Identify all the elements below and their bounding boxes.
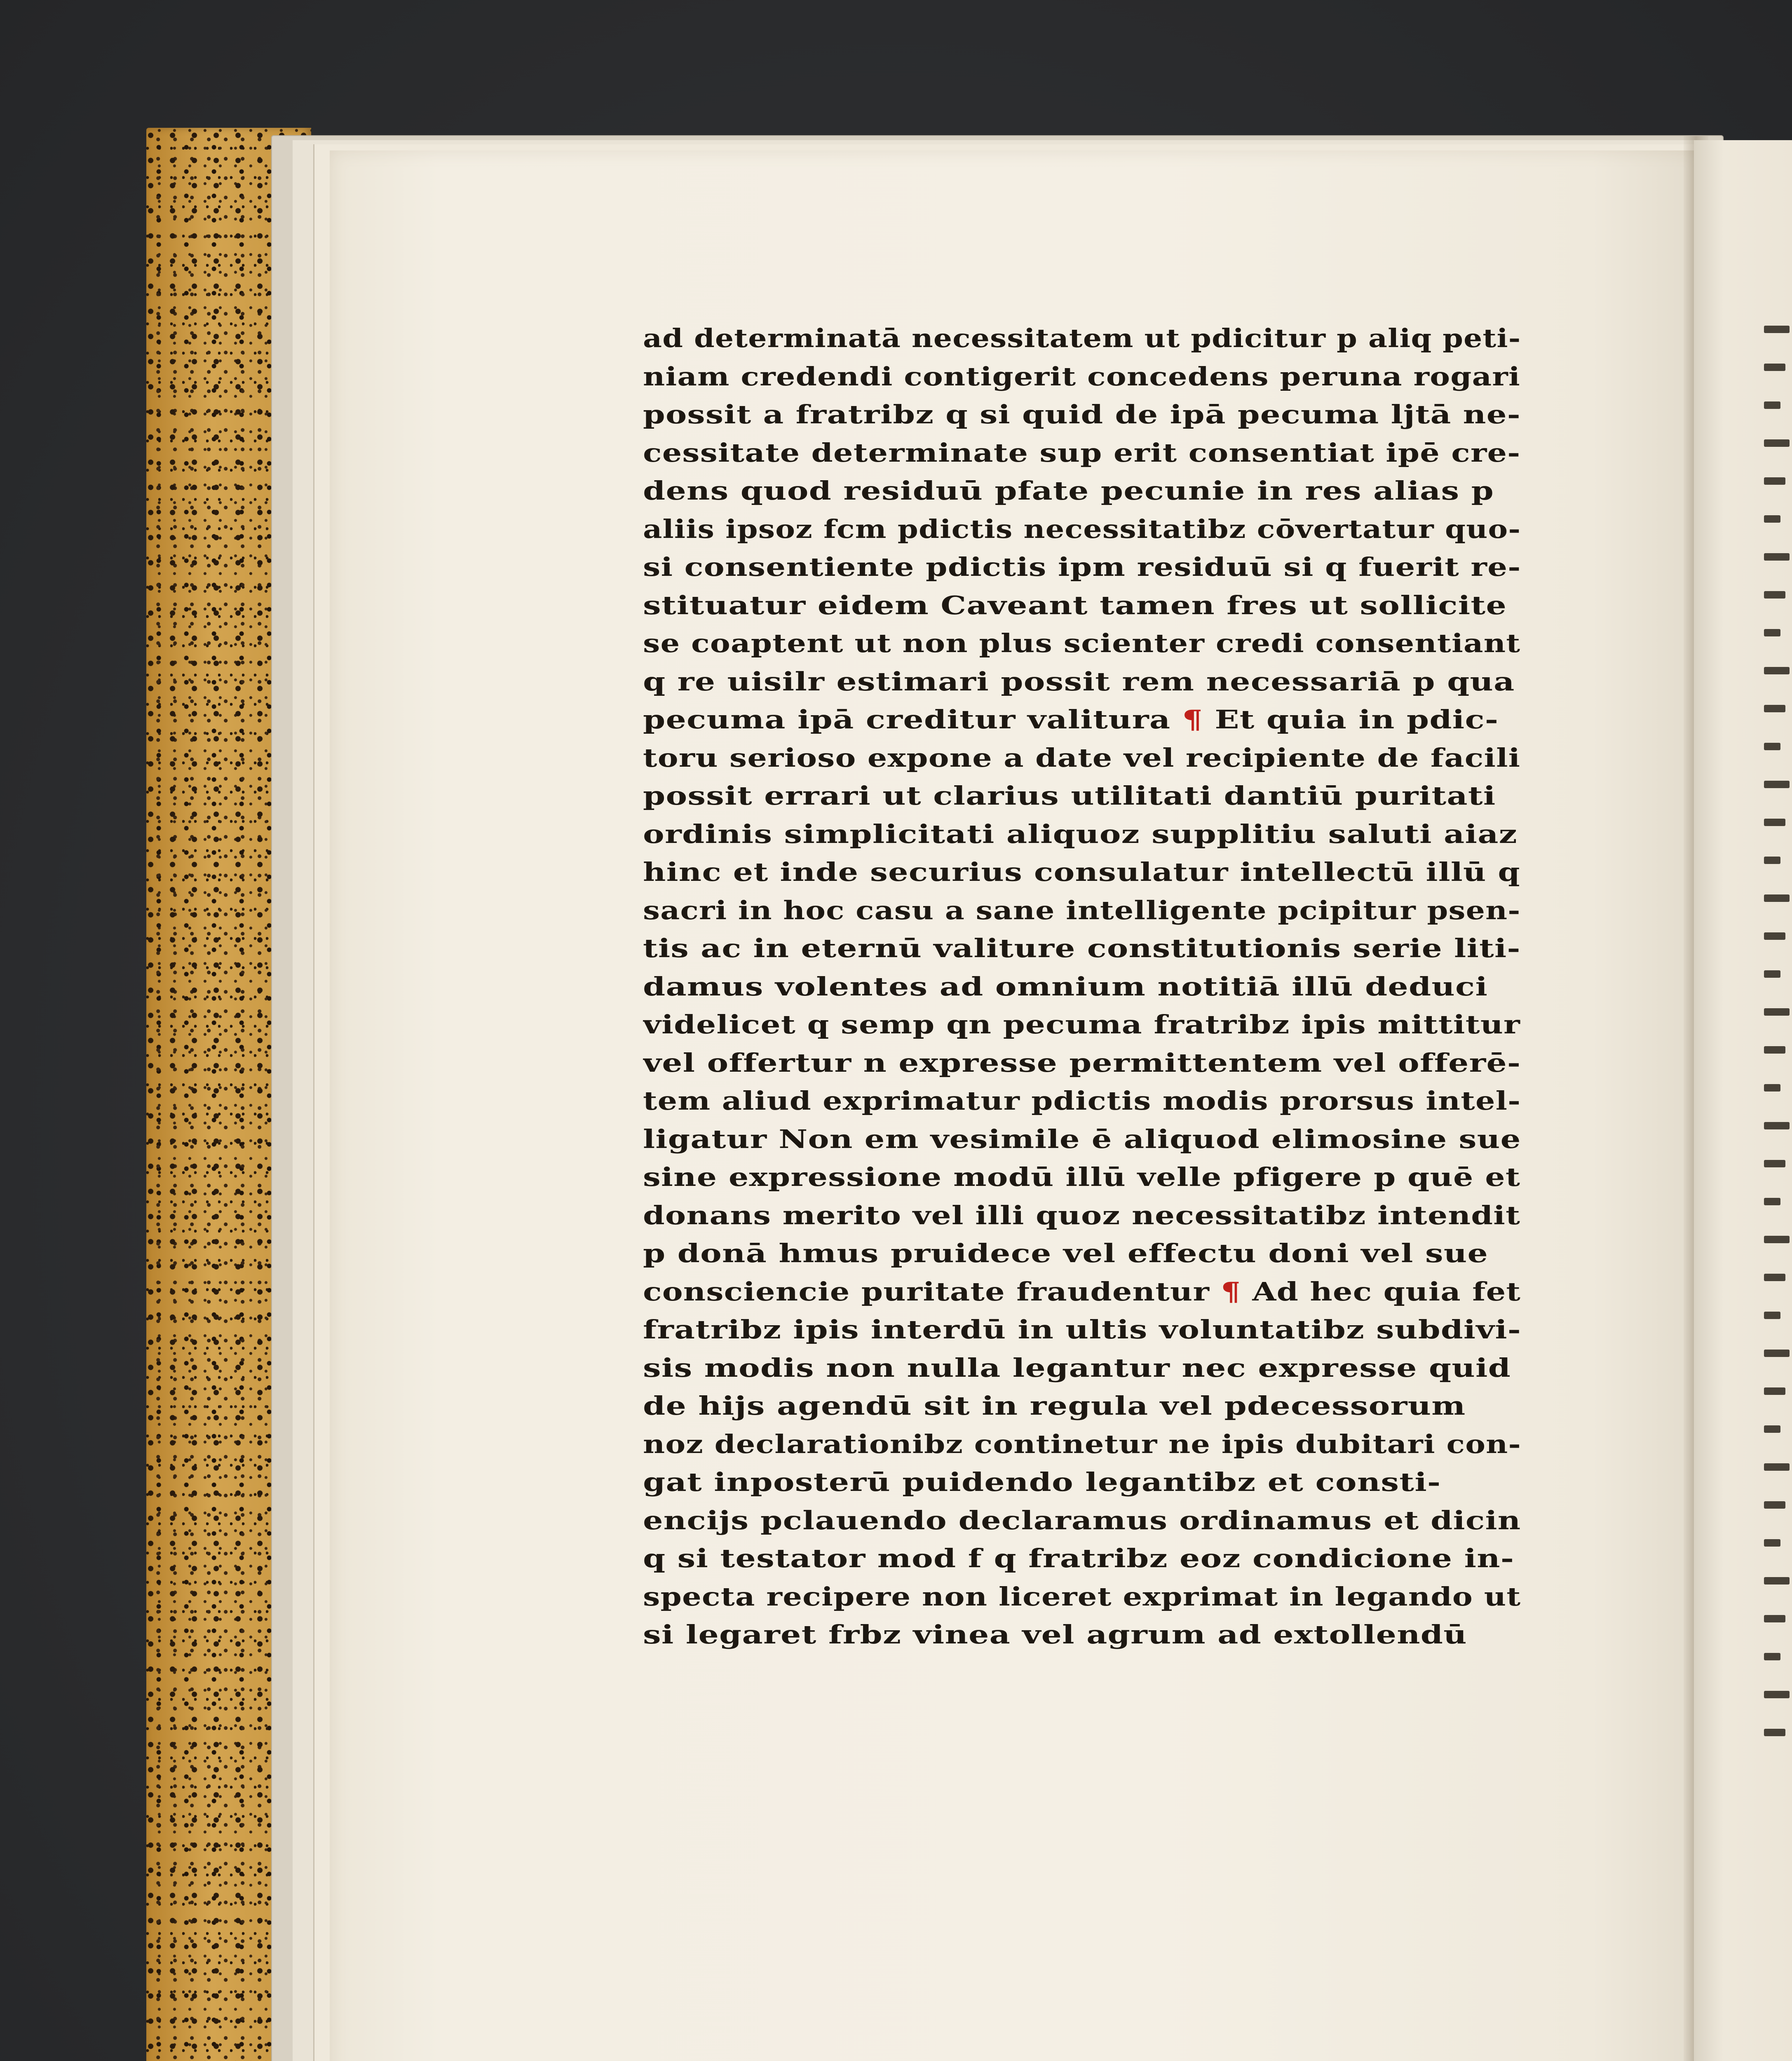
manuscript-line: cessitate determinate sup erit consentiat ipē cre- (643, 437, 1521, 468)
manuscript-line: sis modis non nulla legantur nec expresse quid (643, 1352, 1511, 1383)
manuscript-line: possit errari ut clarius utilitati dantiū puritati (643, 781, 1496, 811)
manuscript-line: niam credendi contigerit concedens peruna rogari (643, 361, 1521, 392)
manuscript-line: si consentiente pdictis ipm residuū si q fuerit re- (643, 552, 1521, 582)
manuscript-line: specta recipere non liceret exprimat in legando ut (643, 1581, 1521, 1612)
manuscript-line: aliis ipsoz fcm pdictis necessitatibz cōvertatur quo- (643, 514, 1521, 544)
manuscript-line: q re uisilr estimari possit rem necessariā p qua (643, 666, 1515, 697)
manuscript-line: consciencie puritate fraudentur ¶ Ad hec quia fet (643, 1276, 1521, 1307)
manuscript-line: sine expressione modū illū velle pfigere p quē et (643, 1162, 1521, 1192)
manuscript-line: dens quod residuū pfate pecunie in res alias p (643, 476, 1494, 506)
manuscript-text-block (643, 319, 1529, 1654)
manuscript-line: gat inposterū puidendo legantibz et consti- (643, 1467, 1441, 1497)
manuscript-line: sacri in hoc casu a sane intelligente pcipitur psen- (643, 895, 1521, 925)
manuscript-line: vel offertur n expresse permittentem vel offerē- (643, 1047, 1521, 1078)
manuscript-line: si legaret frbz vinea vel agrum ad extollendū (643, 1620, 1467, 1650)
manuscript-line: toru serioso expone a date vel recipiente de facili (643, 742, 1521, 773)
manuscript-line: p donā hmus pruidece vel effectu doni vel sue (643, 1238, 1489, 1268)
facing-page-text-fragment (1764, 326, 1792, 1781)
manuscript-line: videlicet q semp qn pecuma fratribz ipis mittitur (643, 1009, 1521, 1040)
manuscript-line: hinc et inde securius consulatur intellectū illū q (643, 857, 1520, 887)
manuscript-line: encijs pclauendo declaramus ordinamus et dicin (643, 1505, 1521, 1535)
manuscript-line: donans merito vel illi quoz necessitatibz intendit (643, 1200, 1521, 1230)
manuscript-line: pecuma ipā creditur valitura ¶ Et quia in pdic- (643, 704, 1499, 735)
manuscript-line: de hijs agendū sit in regula vel pdecessorum (643, 1391, 1466, 1421)
manuscript-line: stituatur eidem Caveant tamen fres ut sollicite (643, 590, 1507, 620)
manuscript-line: ligatur Non em vesimile ē aliquod elimosine sue (643, 1124, 1521, 1154)
manuscript-line: damus volentes ad omnium notitiā illū deduci (643, 971, 1488, 1002)
manuscript-line: q si testator mod f q fratribz eoz condicione in- (643, 1543, 1515, 1573)
manuscript-line: fratribz ipis interdū in ultis voluntatibz subdivi- (643, 1315, 1522, 1345)
manuscript-line: possit a fratribz q si quid de ipā pecuma ljtā ne- (643, 399, 1521, 430)
manuscript-line: tis ac in eternū valiture constitutionis serie liti- (643, 933, 1521, 963)
paragraph-mark-rubric: ¶ (1221, 1276, 1241, 1307)
manuscript-line: ordinis simplicitati aliquoz supplitiu saluti aiaz (643, 819, 1518, 849)
paragraph-mark-rubric: ¶ (1182, 704, 1203, 735)
manuscript-line: se coaptent ut non plus scienter credi consentiant (643, 628, 1521, 658)
manuscript-line: ad determinatā necessitatem ut pdicitur p aliq peti- (643, 323, 1521, 353)
manuscript-line: tem aliud exprimatur pdictis modis prorsus intel- (643, 1086, 1521, 1116)
manuscript-line: noz declarationibz continetur ne ipis dubitari con- (643, 1429, 1521, 1459)
